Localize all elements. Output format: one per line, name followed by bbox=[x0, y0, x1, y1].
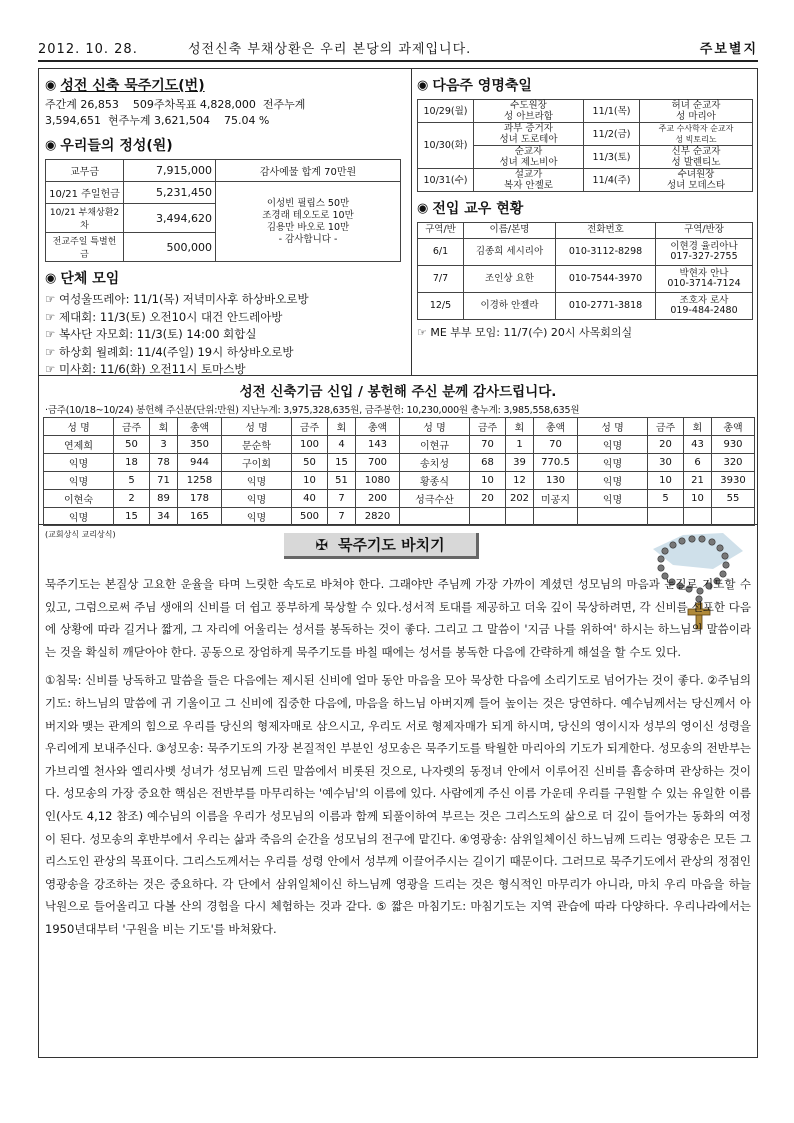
table-cell: 55 bbox=[712, 490, 755, 508]
offerings-table bbox=[45, 159, 401, 262]
pointing-hand-icon: ☞ bbox=[45, 292, 59, 306]
table-cell: 2 bbox=[114, 490, 150, 508]
table-cell: 익명 bbox=[222, 490, 292, 508]
left-column bbox=[45, 75, 405, 379]
table-cell: 4 bbox=[328, 436, 356, 454]
target-bullet-icon: ◉ bbox=[417, 77, 429, 93]
table-cell: 1080 bbox=[356, 472, 400, 490]
article-category: (교회상식 교리상식) bbox=[45, 530, 116, 539]
offerings-heading: ◉ 우리들의 정성(원) bbox=[45, 137, 173, 154]
table-cell: 89 bbox=[150, 490, 178, 508]
fund-donors-table bbox=[43, 417, 755, 526]
table-cell: 34 bbox=[150, 508, 178, 526]
table-cell: 70 bbox=[470, 436, 506, 454]
header-slogan: 성전신축 부채상환은 우리 본당의 과제입니다. bbox=[188, 42, 472, 57]
table-cell: 구이회 bbox=[222, 454, 292, 472]
table-cell: 500 bbox=[292, 508, 328, 526]
thanks-donors: 이성빈 필립스 50만 조경래 테오도로 10만 김용만 바오로 10만 - 감사합니다 - bbox=[216, 182, 401, 262]
table-cell: 익명 bbox=[578, 490, 648, 508]
table-cell: 202 bbox=[506, 490, 534, 508]
building-fund-section bbox=[39, 377, 757, 526]
table-cell: 30 bbox=[648, 454, 684, 472]
table-cell: 770.5 bbox=[534, 454, 578, 472]
pointing-hand-icon: ☞ bbox=[45, 309, 59, 324]
table-cell: 성극수산 bbox=[400, 490, 470, 508]
table-cell: 700 bbox=[356, 454, 400, 472]
list-item: ☞ 여성울뜨레아: 11/1(목) 저녁미사후 하상바오로방 bbox=[45, 292, 309, 306]
table-row bbox=[44, 436, 755, 454]
table-row bbox=[44, 490, 755, 508]
table-cell: 21 bbox=[684, 472, 712, 490]
table-cell: 문순학 bbox=[222, 436, 292, 454]
table-cell bbox=[648, 508, 684, 526]
feast-days-heading: ◉ 다음주 영명축일 bbox=[417, 77, 532, 94]
fund-rows bbox=[44, 436, 755, 526]
feast-days-table bbox=[417, 99, 753, 192]
table-cell: 18 bbox=[114, 454, 150, 472]
table-cell: 50 bbox=[114, 436, 150, 454]
table-cell: 51 bbox=[328, 472, 356, 490]
pointing-hand-icon: ☞ bbox=[45, 344, 59, 359]
table-cell bbox=[534, 508, 578, 526]
table-cell: 12 bbox=[506, 472, 534, 490]
issue-date: 2012. 10. 28. bbox=[38, 42, 138, 57]
table-cell: 황종식 bbox=[400, 472, 470, 490]
groups-heading: ◉ 단체 모임 bbox=[45, 270, 120, 287]
table-cell: 10 bbox=[684, 490, 712, 508]
table-cell: 이현규 bbox=[400, 436, 470, 454]
table-cell bbox=[470, 508, 506, 526]
table-cell: 6 bbox=[684, 454, 712, 472]
table-row: 10/29(월) 수도원장 성 아브라함 11/1(목) 허녀 순교자 성 마리아 bbox=[418, 100, 753, 123]
cross-emblem-icon: ✠ bbox=[315, 535, 328, 554]
list-item: ☞ 제대회: 11/3(토) 오전10시 대건 안드레아방 bbox=[45, 309, 283, 324]
rosary-count-heading: ◉ 성전 신축 묵주기도(번) bbox=[45, 77, 205, 94]
table-cell: 20 bbox=[470, 490, 506, 508]
table-cell: 350 bbox=[178, 436, 222, 454]
pointing-hand-icon: ☞ bbox=[417, 326, 431, 339]
table-cell: 320 bbox=[712, 454, 755, 472]
table-cell: 익명 bbox=[44, 508, 114, 526]
table-cell: 20 bbox=[648, 436, 684, 454]
table-cell: 익명 bbox=[44, 472, 114, 490]
table-cell bbox=[506, 508, 534, 526]
table-cell: 10 bbox=[292, 472, 328, 490]
new-parishioners-heading: ◉ 전입 교우 현황 bbox=[417, 200, 524, 217]
table-cell: 165 bbox=[178, 508, 222, 526]
table-row bbox=[44, 454, 755, 472]
table-cell: 익명 bbox=[44, 454, 114, 472]
table-cell: 2820 bbox=[356, 508, 400, 526]
target-bullet-icon: ◉ bbox=[45, 137, 57, 153]
article-body bbox=[45, 573, 751, 941]
right-column bbox=[417, 75, 753, 340]
table-cell: 68 bbox=[470, 454, 506, 472]
table-cell: 미공지 bbox=[534, 490, 578, 508]
target-bullet-icon: ◉ bbox=[45, 270, 57, 286]
table-cell: 70 bbox=[534, 436, 578, 454]
rosary-count-stats: 주간계 26,853 509주차목표 4,828,000 전주누계 3,594,651 현주누계 3,621,504 75.04 % bbox=[45, 98, 306, 127]
list-item: ☞ 복사단 자모회: 11/3(토) 14:00 회합실 bbox=[45, 327, 257, 341]
pointing-hand-icon: ☞ bbox=[45, 362, 59, 376]
table-cell: 40 bbox=[292, 490, 328, 508]
table-cell: 익명 bbox=[578, 436, 648, 454]
table-cell bbox=[578, 508, 648, 526]
table-cell: 3930 bbox=[712, 472, 755, 490]
table-cell bbox=[400, 508, 470, 526]
table-cell: 연제희 bbox=[44, 436, 114, 454]
table-row: 10/21 주일헌금 5,231,450 이성빈 필립스 50만 조경래 테오도로 10만 김용만 바오로 10만 - 감사합니다 - bbox=[46, 182, 401, 204]
article-paragraph: 묵주기도는 본질상 고요한 운율을 타며 느릿한 속도로 바쳐야 한다. 그래야만 주님께 가장 가까이 계셨던 성모님의 마음과 눈길로 기도할 수 있고, 그럼으로써 주님 생애의 신비를 더 쉽고 풍부하게 묵상할 수 있다.성서적 토대를 제공하고 더욱 깊이 묵상하려면, 각 신비를 선포한 다음에 상황에 따라 길거나 짧게, 그 자리에 어울리는 성서를 봉독하는 것이 좋다. 그리고 그 말씀이 '지금 나를 위하여' 하시는 하느님의 말씀이라는 것을 확실히 깨닫아야 한다. 공동으로 장엄하게 묵주기도를 바칠 때에는 성서를 봉독한 다음에 간략하게 해설을 할 수도 있다. bbox=[45, 577, 751, 659]
target-bullet-icon: ◉ bbox=[45, 77, 57, 93]
table-row: 전교주일 특별헌금 500,000 bbox=[46, 233, 401, 262]
table-cell: 15 bbox=[114, 508, 150, 526]
table-cell bbox=[684, 508, 712, 526]
group-meetings-list bbox=[45, 291, 405, 379]
table-cell: 39 bbox=[506, 454, 534, 472]
thanks-total: 감사예물 합계 70만원 bbox=[216, 160, 401, 182]
table-cell: 3 bbox=[150, 436, 178, 454]
rosary-article bbox=[39, 525, 757, 1059]
column-divider bbox=[411, 69, 412, 375]
table-cell: 143 bbox=[356, 436, 400, 454]
table-cell: 100 bbox=[292, 436, 328, 454]
table-cell: 송치성 bbox=[400, 454, 470, 472]
table-header-row: 성 명 금주 회 총액 성 명 금주 회 총액 성 명 금주 회 총액 성 명 금주 회 총액 bbox=[44, 418, 755, 436]
table-cell bbox=[712, 508, 755, 526]
table-cell: 익명 bbox=[222, 472, 292, 490]
bulletin-badge: 주보별지 bbox=[699, 42, 758, 57]
table-row: 10/21 부채상환2차 3,494,620 bbox=[46, 204, 401, 233]
fund-summary: ·금주(10/18~10/24) 봉헌해 주신분(단위:만원) 지난누계: 3,975,328,635원, 금주봉헌: 10,230,000원 총누계: 3,985,558,635원 bbox=[45, 405, 580, 416]
table-row: 교무금 7,915,000 감사예물 합계 70만원 bbox=[46, 160, 401, 182]
target-bullet-icon: ◉ bbox=[417, 200, 429, 216]
table-cell: 5 bbox=[648, 490, 684, 508]
table-row: 12/5 이경하 안젤라 010-2771-3818 조호자 로사 019-484-2480 bbox=[418, 293, 753, 320]
table-cell: 10 bbox=[648, 472, 684, 490]
table-cell: 43 bbox=[684, 436, 712, 454]
table-cell: 71 bbox=[150, 472, 178, 490]
table-row: 10/31(수) 설교가 복자 안젤로 11/4(주) 수녀원장 성녀 모데스타 bbox=[418, 169, 753, 192]
list-item: ☞ 하상회 월례회: 11/4(주일) 19시 하상바오로방 bbox=[45, 344, 294, 359]
article-title-box: ✠ 묵주기도 바치기 bbox=[284, 533, 479, 559]
table-row: 10/30(화) 과부 증거자 성녀 도로테아 11/2(금) 주교 수사학자 순교자 성 빅토리노 bbox=[418, 123, 753, 146]
table-cell: 1 bbox=[506, 436, 534, 454]
new-parishioners-table bbox=[417, 222, 753, 320]
table-row: 순교자 성녀 제노비아 11/3(토) 신부 순교자 성 발렌티노 bbox=[418, 146, 753, 169]
table-row: 7/7 조인상 요한 010-7544-3970 박현자 안나 010-3714-7124 bbox=[418, 266, 753, 293]
table-row bbox=[44, 472, 755, 490]
table-cell: 5 bbox=[114, 472, 150, 490]
page-header bbox=[38, 36, 758, 62]
table-row: 6/1 김종희 세시리아 010-3112-8298 이현경 율리아나 017-327-2755 bbox=[418, 239, 753, 266]
table-cell: 10 bbox=[470, 472, 506, 490]
pointing-hand-icon: ☞ bbox=[45, 327, 59, 341]
table-cell: 130 bbox=[534, 472, 578, 490]
bulletin-frame bbox=[38, 68, 758, 1058]
table-cell: 7 bbox=[328, 490, 356, 508]
table-cell: 78 bbox=[150, 454, 178, 472]
table-cell: 15 bbox=[328, 454, 356, 472]
table-row bbox=[44, 508, 755, 526]
table-cell: 50 bbox=[292, 454, 328, 472]
article-paragraph: ①침묵: 신비를 낭독하고 말씀을 들은 다음에는 제시된 신비에 얼마 동안 마음을 모아 묵상한 다음에 소리기도로 넘어가는 것이 좋다. ②주님의기도: 하느님의 말씀에 귀 기울이고 그 신비에 집중한 다음에, 마음을 하느님 아버지께 들어 높이는 것은 당연하다. 예수님께서는 당신께서 아버지와 맺는 관계의 힘으로 우리를 당신의 형제자매로 삼으시고, 우리도 서로 형제자매가 되게 하시며, 당신의 영이시자 성부의 영이신 성령을 우리에게 보내주신다. ③성모송: 묵주기도의 가장 본질적인 부분인 성모송은 묵주기도를 탁월한 마리아의 기도가 되게한다. 성모송의 전반부는 가브리엘 천사와 엘리사벳 성녀가 성모님께 드린 말씀에서 비롯된 것으로, 나자렛의 동정녀 안에서 이루어진 신비를 흠숭하며 관상하는 것이다. 성모송의 가장 중요한 핵심은 전반부를 마무리하는 '예수님'의 이름에 있다. 사람에게 주신 이름 가운데 우리를 구원할 수 있는 유일한 이름인(사도 4,12 참조) 예수님의 이름을 우리가 성모님의 이름과 함께 되풀이하여 부르는 것은 그리스도의 삶으로 더 깊이 들어가는 동화의 여정이 된다. 성모송의 후반부에서 우리는 삶과 죽음의 순간을 성모님의 전구에 맡긴다. ④영광송: 삼위일체이신 하느님께 드리는 영광송은 모든 그리스도인 관상의 목표이다. 그리스도께서는 우리를 성령 안에서 성부께 이끌어주시는 길이기 때문이다. 그러므로 묵주기도에서 관상의 정점인 영광송을 강조하는 것은 중요하다. 각 단에서 삼위일체이신 하느님께 영광을 드리는 것은 형식적인 마무리가 아니라, 마치 우리 마음을 하늘 낙원으로 들어올리고 다볼 산의 경험을 다시 체험하는 것과 같다. ⑤ 짧은 마침기도: 마침기도는 지역 관습에 따라 다양하다. 우리나라에서는 1950년대부터 '구원을 비는 기도'를 바쳐왔다. bbox=[45, 673, 751, 936]
table-cell: 1258 bbox=[178, 472, 222, 490]
table-cell: 익명 bbox=[222, 508, 292, 526]
table-cell: 7 bbox=[328, 508, 356, 526]
me-meeting-note: ☞ ME 부부 모임: 11/7(수) 20시 사목회의실 bbox=[417, 326, 633, 339]
table-cell: 944 bbox=[178, 454, 222, 472]
table-cell: 178 bbox=[178, 490, 222, 508]
table-cell: 이현숙 bbox=[44, 490, 114, 508]
list-item: ☞ 미사회: 11/6(화) 오전11시 토마스방 bbox=[45, 362, 246, 376]
table-cell: 930 bbox=[712, 436, 755, 454]
table-header-row: 구역/반 이름/본명 전화번호 구역/반장 bbox=[418, 223, 753, 239]
table-cell: 200 bbox=[356, 490, 400, 508]
table-cell: 익명 bbox=[578, 472, 648, 490]
fund-title: 성전 신축기금 신입 / 봉헌해 주신 분께 감사드립니다. bbox=[239, 384, 557, 400]
table-cell: 익명 bbox=[578, 454, 648, 472]
